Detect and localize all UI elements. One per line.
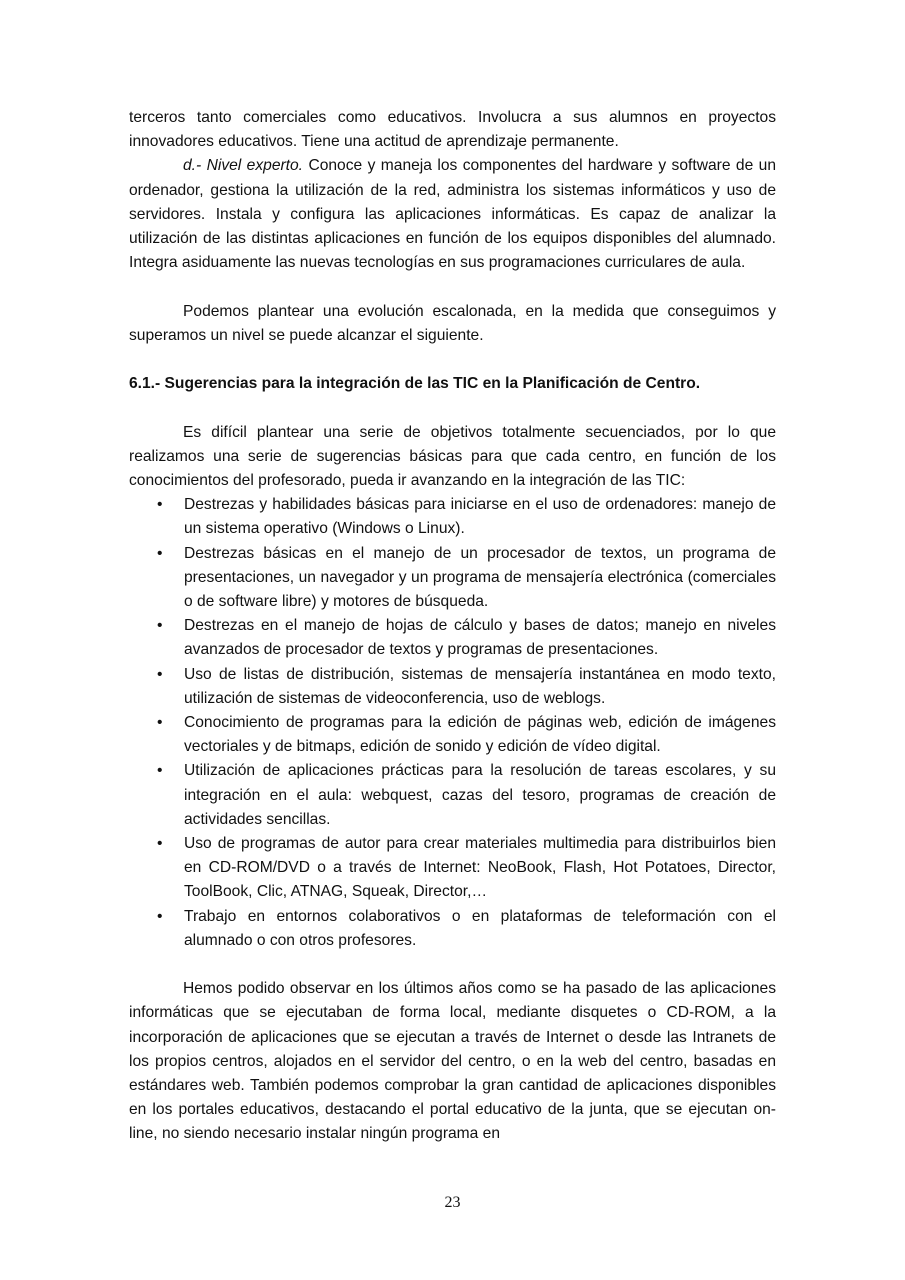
list-item-text: Utilización de aplicaciones prácticas para la resolución de tareas escolares, y su integración en el aula: webquest, cazas del tesoro, programas de creación de actividades sencillas. — [184, 762, 776, 828]
document-page — [129, 106, 776, 1147]
paragraph-aplicaciones-online: Hemos podido observar en los últimos años como se ha pasado de las aplicaciones informáticas que se ejecutaban de forma local, mediante disquetes o CD-ROM, a la incorporación de aplicaciones que se ejecutan a través de Internet o desde las Intranets de los propios centros, alojados en el servidor del centro, o en la web del centro, basadas en estándares web. También podemos comprobar la gran cantidad de aplicaciones disponibles en los portales educativos, destacando el portal educativo de la junta, que se ejecutan on-line, no siendo necesario instalar ningún programa en — [129, 980, 776, 1143]
paragraph-intro-continuation: terceros tanto comerciales como educativos. Involucra a sus alumnos en proyectos innovadores educativos. Tiene una actitud de aprendizaje permanente. — [129, 109, 776, 151]
bullet-marker: • — [157, 665, 163, 683]
list-item-text: Uso de programas de autor para crear materiales multimedia para distribuirlos bien en CD-ROM/DVD o a través de Internet: NeoBook, Flash, Hot Potatoes, Director, ToolBook, Clic, ATNAG, Squeak, Director,… — [184, 835, 776, 901]
list-item-text: Uso de listas de distribución, sistemas de mensajería instantánea en modo texto, utilización de sistemas de videoconferencia, uso de weblogs. — [184, 665, 776, 707]
bullet-marker: • — [157, 496, 163, 514]
page-number: 23 — [444, 1194, 461, 1211]
bullet-marker: • — [157, 714, 163, 732]
list-item-text: Destrezas básicas en el manejo de un procesador de textos, un programa de presentaciones, un navegador y un programa de mensajería electrónica (comerciales o de software libre) y motores de búsqueda. — [184, 544, 776, 611]
bullet-marker: • — [157, 835, 163, 853]
list-item — [129, 663, 776, 711]
bullet-marker: • — [157, 544, 163, 562]
list-item — [129, 711, 776, 759]
list-item-text: Destrezas y habilidades básicas para iniciarse en el uso de ordenadores: manejo de un sistema operativo (Windows o Linux). — [184, 496, 776, 538]
list-item — [129, 905, 776, 953]
list-item — [129, 542, 776, 615]
list-item-text: Destrezas en el manejo de hojas de cálculo y bases de datos; manejo en niveles avanzados de procesador de textos y programas de presentaciones. — [184, 617, 776, 659]
paragraph-evolucion: Podemos plantear una evolución escalonada, en la medida que conseguimos y superamos un nivel se puede alcanzar el siguiente. — [129, 302, 776, 344]
paragraph-sugerencias-intro: Es difícil plantear una serie de objetivos totalmente secuenciados, por lo que realizamos una serie de sugerencias básicas para que cada centro, en función de los conocimientos del profesorado, pueda ir avanzando en la integración de las TIC: — [129, 423, 776, 489]
paragraph-nivel-experto — [129, 154, 776, 275]
sugerencias-list — [129, 493, 776, 953]
section-heading: 6.1.- Sugerencias para la integración de las TIC en la Planificación de Centro. — [129, 375, 701, 393]
bullet-marker: • — [157, 617, 163, 635]
list-item — [129, 614, 776, 662]
list-item-text: Conocimiento de programas para la edición de páginas web, edición de imágenes vectoriales y de bitmaps, edición de sonido y edición de vídeo digital. — [184, 714, 776, 756]
list-item — [129, 493, 776, 541]
list-item-text: Trabajo en entornos colaborativos o en plataformas de teleformación con el alumnado o con otros profesores. — [184, 907, 776, 949]
nivel-experto-text: Conoce y maneja los componentes del hardware y software de un ordenador, gestiona la utilización de la red, administra los sistemas informáticos y uso de servidores. Instala y configura las aplicaciones informáticas. Es capaz de analizar la utilización de las distintas aplicaciones en función de los equipos disponibles del alumnado. Integra asiduamente las nuevas tecnologías en sus programaciones curriculares de aula. — [129, 157, 776, 272]
bullet-marker: • — [157, 907, 163, 925]
list-item — [129, 832, 776, 905]
nivel-experto-label: d.- Nivel experto. — [183, 157, 304, 175]
bullet-marker: • — [157, 762, 163, 780]
list-item — [129, 759, 776, 832]
